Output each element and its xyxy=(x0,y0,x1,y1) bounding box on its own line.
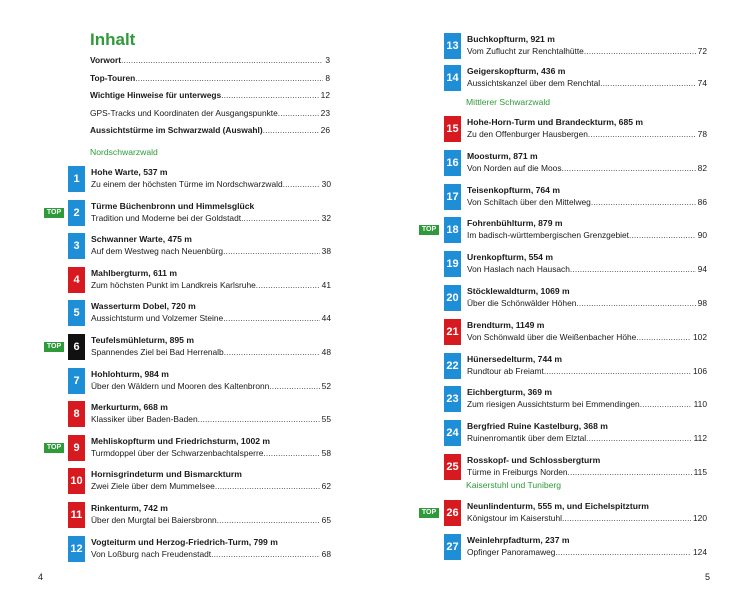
tour-title: Eichbergturm, 369 m xyxy=(467,387,553,398)
tour-number-badge: 8 xyxy=(68,401,85,427)
tour-description: Zum riesigen Aussichtsturm bei Emmendingen xyxy=(467,399,640,410)
dot-leader xyxy=(636,331,691,344)
tour-number-badge: 14 xyxy=(444,65,461,91)
front-matter-title: Aussichtstürme im Schwarzwald (Auswahl) xyxy=(90,125,263,136)
tour-description: Spannendes Ziel bei Bad Herrenalb xyxy=(91,347,224,357)
tour-description-row xyxy=(91,212,331,225)
tour-description-row xyxy=(467,162,707,175)
tour-entry[interactable] xyxy=(444,285,709,313)
tour-entry[interactable] xyxy=(444,319,709,347)
tour-entry[interactable] xyxy=(68,233,333,261)
tour-entry[interactable] xyxy=(444,500,709,528)
tour-description-row xyxy=(467,466,707,479)
tour-description: Turmdoppel über der Schwarzenbachtalsperre xyxy=(91,447,264,458)
dot-leader xyxy=(544,365,691,378)
dot-leader xyxy=(241,212,320,225)
dot-leader xyxy=(586,432,691,445)
tour-entry[interactable] xyxy=(68,536,333,564)
tour-description-row xyxy=(91,346,331,359)
tour-page: 38 xyxy=(321,246,331,257)
tour-entry[interactable] xyxy=(444,251,709,279)
dot-leader xyxy=(223,312,319,325)
dot-leader xyxy=(600,77,696,90)
dot-leader xyxy=(224,346,320,359)
tour-entry[interactable] xyxy=(68,300,333,328)
tour-number-badge: 1 xyxy=(68,166,85,192)
tour-page: 86 xyxy=(697,196,707,207)
tour-page: 32 xyxy=(321,212,331,223)
tour-description: Zwei Ziele über dem Mummelsee xyxy=(91,481,215,492)
tour-title: Weinlehrpfadturm, 237 m xyxy=(467,535,570,545)
tour-number-badge: 16 xyxy=(444,150,461,176)
tour-description: Auf dem Westweg nach Neuenbürg xyxy=(91,246,224,257)
front-matter-title: Wichtige Hinweise für unterwegs xyxy=(90,90,222,101)
tour-title: Brendturm, 1149 m xyxy=(467,319,545,330)
tour-description-row xyxy=(467,331,707,344)
dot-leader xyxy=(217,514,320,527)
tour-page: 106 xyxy=(693,365,707,376)
tour-title: Stöcklewaldturm, 1069 m xyxy=(467,286,570,296)
front-matter-page: 8 xyxy=(325,72,330,83)
tour-number-badge: 21 xyxy=(444,319,461,345)
tour-description: Von Schiltach über den Mittelweg xyxy=(467,196,591,207)
dot-leader xyxy=(198,413,320,426)
tour-page: 44 xyxy=(321,313,331,324)
dot-leader xyxy=(555,546,691,559)
tour-description-row xyxy=(467,229,707,242)
tour-description: Von Norden auf die Moos xyxy=(467,162,562,173)
tour-title: Türme Büchenbronn und Himmelsglück xyxy=(91,200,255,211)
tour-description: Über den Murgtal bei Baiersbronn xyxy=(91,515,217,525)
tour-title: Hohe Warte, 537 m xyxy=(91,167,168,177)
tour-page: 115 xyxy=(693,467,707,477)
tour-title: Merkurturm, 668 m xyxy=(91,402,168,413)
tour-page: 90 xyxy=(697,230,707,241)
top-tour-badge: TOP xyxy=(419,508,439,518)
tour-entry[interactable] xyxy=(444,65,709,93)
tour-entry[interactable] xyxy=(444,353,709,381)
tour-page: 30 xyxy=(321,179,331,189)
tour-title: Teisenkopfturm, 764 m xyxy=(467,184,560,195)
tour-entry[interactable] xyxy=(68,267,333,295)
tour-description: Zu den Offenburger Hausbergen xyxy=(467,129,588,139)
tour-description-row xyxy=(467,365,707,378)
tour-description-row xyxy=(91,245,331,258)
tour-description-row xyxy=(91,279,331,292)
tour-description: Über die Schönwälder Höhen xyxy=(467,298,577,308)
page-number-right: 5 xyxy=(705,572,711,582)
front-matter-entry[interactable] xyxy=(90,123,330,137)
tour-description: Rundtour ab Freiamt xyxy=(467,365,544,376)
tour-entry[interactable] xyxy=(68,334,333,362)
tour-number-badge: 17 xyxy=(444,184,461,210)
tour-number-badge: 27 xyxy=(444,534,461,560)
tour-title: Teufelsmühleturm, 895 m xyxy=(91,335,194,345)
tour-description-row xyxy=(467,45,707,58)
dot-leader xyxy=(570,263,696,276)
tour-description: Aussichtskanzel über dem Renchtal xyxy=(467,78,601,88)
dot-leader xyxy=(269,380,319,393)
front-matter-title: GPS-Tracks und Koordinaten der Ausgangspunkte xyxy=(90,107,278,118)
front-matter-page: 3 xyxy=(325,55,330,65)
tour-title: Rosskopf- und Schlossbergturm xyxy=(467,455,601,465)
tour-description: Über den Wäldern und Mooren des Kaltenbronn xyxy=(91,380,270,391)
tour-number-badge: 9 xyxy=(68,435,85,461)
tour-entry[interactable] xyxy=(444,116,709,144)
tour-page: 102 xyxy=(693,331,707,342)
tour-title: Hohlohturm, 984 m xyxy=(91,368,169,379)
dot-leader xyxy=(221,88,319,102)
front-matter-entry[interactable] xyxy=(90,106,330,120)
tour-number-badge: 4 xyxy=(68,267,85,293)
dot-leader xyxy=(584,45,696,58)
tour-description-row xyxy=(467,128,707,141)
toc-title: Inhalt xyxy=(90,30,136,49)
right-page xyxy=(375,0,750,600)
tour-page: 65 xyxy=(321,515,331,525)
tour-title: Fohrenbühlturm, 879 m xyxy=(467,218,563,229)
tour-description: Tradition und Moderne bei der Goldstadt xyxy=(91,212,242,223)
tour-description: Von Schönwald über die Weißenbacher Höhe xyxy=(467,331,637,342)
tour-number-badge: 10 xyxy=(68,468,85,494)
tour-description-row xyxy=(91,178,331,191)
tour-page: 72 xyxy=(697,46,707,56)
tour-number-badge: 13 xyxy=(444,33,461,59)
section-heading-kaiserstuhl: Kaiserstuhl und Tuniberg xyxy=(466,480,562,490)
dot-leader xyxy=(629,229,696,242)
tour-page: 55 xyxy=(321,414,331,425)
tour-description: Königstour im Kaiserstuhl xyxy=(467,513,562,523)
tour-number-badge: 18 xyxy=(444,217,461,243)
top-tour-badge: TOP xyxy=(44,342,64,352)
tour-description-row xyxy=(467,546,707,559)
tour-title: Schwanner Warte, 475 m xyxy=(91,234,192,245)
tour-page: 112 xyxy=(693,433,707,444)
page-number-left: 4 xyxy=(38,572,44,582)
dot-leader xyxy=(263,123,319,137)
tour-number-badge: 6 xyxy=(68,334,85,360)
tour-description-row xyxy=(91,480,331,493)
tour-description: Ruinenromantik über dem Elztal xyxy=(467,433,587,444)
dot-leader xyxy=(223,245,320,258)
tour-title: Moosturm, 871 m xyxy=(467,150,538,161)
tour-page: 98 xyxy=(697,298,707,308)
tour-title: Mahlbergturm, 611 m xyxy=(91,267,177,278)
tour-number-badge: 24 xyxy=(444,420,461,446)
tour-number-badge: 5 xyxy=(68,300,85,326)
tour-entry[interactable] xyxy=(68,502,333,530)
tour-page: 110 xyxy=(693,399,707,410)
dot-leader xyxy=(576,297,695,310)
tour-title: Mehliskopfturm und Friedrichsturm, 1002 m xyxy=(91,435,271,446)
tour-number-badge: 3 xyxy=(68,233,85,259)
tour-entry[interactable] xyxy=(68,166,333,194)
tour-title: Rinkenturm, 742 m xyxy=(91,503,168,513)
tour-entry[interactable] xyxy=(444,386,709,414)
front-matter-page: 26 xyxy=(320,125,330,136)
tour-title: Hohe-Horn-Turm und Brandeckturm, 685 m xyxy=(467,117,644,127)
dot-leader xyxy=(640,398,692,411)
tour-number-badge: 7 xyxy=(68,368,85,394)
front-matter-entry[interactable] xyxy=(90,53,330,67)
tour-entry[interactable] xyxy=(68,368,333,396)
tour-description-row xyxy=(91,548,331,561)
tour-description: Im badisch-württembergischen Grenzgebiet xyxy=(467,230,629,241)
tour-entry[interactable] xyxy=(444,150,709,178)
tour-description: Aussichtsturm und Volzemer Steine xyxy=(91,313,224,324)
tour-page: 94 xyxy=(697,264,707,275)
tour-page: 124 xyxy=(693,547,707,557)
tour-number-badge: 20 xyxy=(444,285,461,311)
tour-number-badge: 23 xyxy=(444,386,461,412)
tour-page: 74 xyxy=(697,78,707,88)
tour-description: Opfinger Panoramaweg xyxy=(467,547,556,557)
tour-number-badge: 19 xyxy=(444,251,461,277)
tour-description-row xyxy=(467,196,707,209)
tour-number-badge: 22 xyxy=(444,353,461,379)
dot-leader xyxy=(256,279,320,292)
tour-title: Wasserturm Dobel, 720 m xyxy=(91,301,196,312)
tour-page: 41 xyxy=(321,279,331,290)
tour-entry[interactable] xyxy=(444,217,709,245)
tour-title: Vogteiturm und Herzog-Friedrich-Turm, 799 m xyxy=(91,536,278,547)
tour-description-row xyxy=(467,398,707,411)
front-matter-page: 12 xyxy=(320,90,330,101)
front-matter-entry[interactable] xyxy=(90,71,330,85)
dot-leader xyxy=(211,548,320,561)
tour-page: 120 xyxy=(693,513,707,523)
dot-leader xyxy=(263,447,319,460)
tour-description-row xyxy=(467,77,707,90)
tour-entry[interactable] xyxy=(68,468,333,496)
tour-description-row xyxy=(467,297,707,310)
tour-description-row xyxy=(467,263,707,276)
tour-page: 68 xyxy=(321,548,331,559)
section-heading-nordschwarzwald: Nordschwarzwald xyxy=(90,147,158,157)
tour-number-badge: 11 xyxy=(68,502,85,528)
tour-entry[interactable] xyxy=(444,534,709,562)
dot-leader xyxy=(568,466,692,479)
front-matter-entry[interactable] xyxy=(90,88,330,102)
tour-title: Bergfried Ruine Kastelburg, 368 m xyxy=(467,421,608,432)
front-matter-title: Vorwort xyxy=(90,55,122,65)
tour-entry[interactable] xyxy=(444,33,709,61)
tour-title: Urenkopfturm, 554 m xyxy=(467,252,553,263)
tour-page: 62 xyxy=(321,481,331,492)
tour-title: Hornisgrindeturm und Bismarckturm xyxy=(91,469,242,480)
tour-description-row xyxy=(91,380,331,393)
tour-description-row xyxy=(467,512,707,525)
tour-description: Von Haslach nach Hausach xyxy=(467,264,570,275)
dot-leader xyxy=(591,196,696,209)
tour-title: Hünersedelturm, 744 m xyxy=(467,353,563,364)
dot-leader xyxy=(562,162,696,175)
tour-entry[interactable] xyxy=(444,420,709,448)
tour-page: 58 xyxy=(321,447,331,458)
top-tour-badge: TOP xyxy=(419,225,439,235)
tour-page: 52 xyxy=(321,380,331,391)
tour-page: 78 xyxy=(697,129,707,139)
dot-leader xyxy=(135,71,323,85)
tour-description-row xyxy=(91,447,331,460)
tour-entry[interactable] xyxy=(68,200,333,228)
top-tour-badge: TOP xyxy=(44,208,64,218)
tour-description-row xyxy=(91,413,331,426)
tour-description: Von Loßburg nach Freudenstadt xyxy=(91,548,212,559)
tour-entry[interactable] xyxy=(444,184,709,212)
tour-entry[interactable] xyxy=(68,401,333,429)
front-matter-title: Top-Touren xyxy=(90,72,136,83)
tour-title: Neunlindenturm, 555 m, und Eichelspitzturm xyxy=(467,501,649,511)
tour-description: Zum höchsten Punkt im Landkreis Karlsruhe xyxy=(91,279,256,290)
tour-description: Vom Zuflucht zur Renchtalhütte xyxy=(467,46,584,56)
tour-number-badge: 2 xyxy=(68,200,85,226)
dot-leader xyxy=(215,480,320,493)
front-matter-page: 23 xyxy=(320,107,330,118)
dot-leader xyxy=(283,178,320,191)
tour-description: Zu einem der höchsten Türme im Nordschwarzwald xyxy=(91,179,283,189)
tour-entry[interactable] xyxy=(68,435,333,463)
dot-leader xyxy=(562,512,691,525)
tour-number-badge: 15 xyxy=(444,116,461,142)
tour-description-row xyxy=(467,432,707,445)
tour-page: 82 xyxy=(697,162,707,173)
tour-description: Klassiker über Baden-Baden xyxy=(91,414,198,425)
dot-leader xyxy=(588,128,696,141)
tour-description: Türme in Freiburgs Norden xyxy=(467,467,568,477)
tour-number-badge: 26 xyxy=(444,500,461,526)
tour-entry[interactable] xyxy=(444,454,709,482)
dot-leader xyxy=(121,53,323,67)
tour-description-row xyxy=(91,312,331,325)
dot-leader xyxy=(278,106,319,120)
tour-page: 48 xyxy=(321,347,331,357)
top-tour-badge: TOP xyxy=(44,443,64,453)
section-heading-mittlerer-schwarzwald: Mittlerer Schwarzwald xyxy=(466,97,551,107)
tour-number-badge: 25 xyxy=(444,454,461,480)
tour-title: Buchkopfturm, 921 m xyxy=(467,34,555,44)
tour-title: Geigerskopfturm, 436 m xyxy=(467,66,566,76)
tour-number-badge: 12 xyxy=(68,536,85,562)
tour-description-row xyxy=(91,514,331,527)
